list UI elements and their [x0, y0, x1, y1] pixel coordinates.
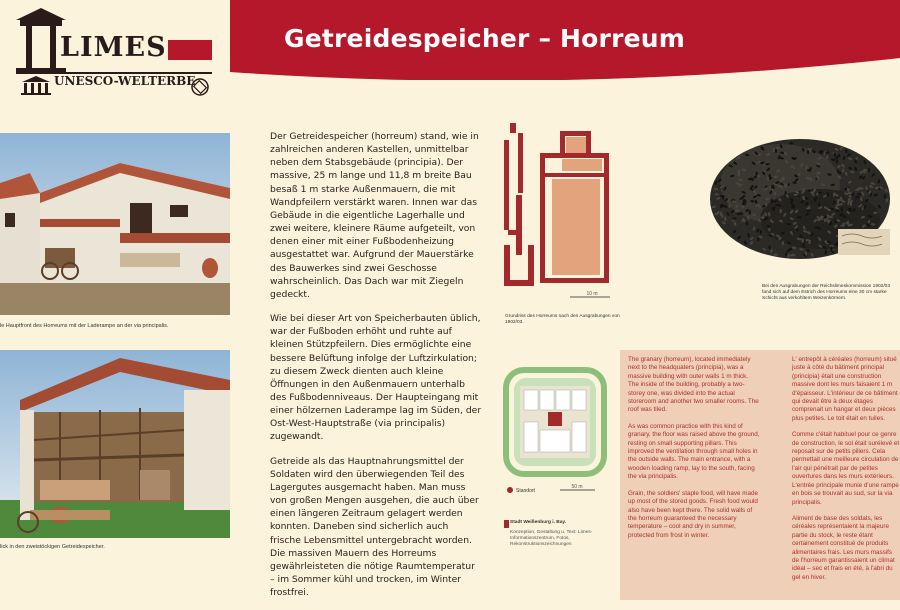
unesco-temple-icon: [21, 76, 51, 95]
german-paragraph-3: Getreide als das Hauptnahrungsmittel der Soldaten wird den überwiegenden Teil des Lagergutes ausgemacht haben. Man muss von großen Mengen ausgehen, die auch über einen längeren Zeitraum gelagert werden konnten. Daneben sind sicherlich auch frische Lebensmittel untergebracht worden. Die massiven Mauern des Horreums gewährleisteten die nötige Raumtemperatur – im Sommer kühl und trocken, im Winter frostfrei.: [270, 455, 479, 599]
reconstruction-photo-front: [0, 133, 230, 315]
fort-legend: Standort: [516, 488, 535, 494]
logo-unesco: UNESCO-WELTERBE: [54, 74, 196, 88]
french-paragraph-2: Comme c'était habituel pour ce genre de construction, le sol était surélevé et reposait sur de petits piliers. Cela permettait une meilleure circulation de l'air qui pénétrait par de petites ouvertures dans les murs extérieurs. L'entrée principale munie d'une rampe en bois se trouvait au sud, sur la via principalis.: [792, 431, 900, 506]
plan-caption: Grundriss des Horreums nach den Ausgrabungen von 1902/03.: [505, 314, 620, 325]
french-paragraph-1: L' entrepôt à céréales (horreum) situé juste à côté du bâtiment principal (principia) était une construction massive dont les murs faisaient 1 m d'épaisseur. L'intérieur de ce bâtiment qui devait être à deux étages comprenait un hangar et deux pièces plus petites. Le toit était en tuiles.: [792, 356, 898, 422]
english-paragraph-2: As was common practice with this kind of granary, the floor was raised above the ground, resting on small supporting pillars. This improved the ventilation through small holes in the outside walls. The main entrance, with a wooden loading ramp, lay to the south, facing the via principalis.: [628, 422, 760, 481]
english-paragraph-1: The granary (horreum), located immediately next to the headquaters (principia), was a massive building with outer walls 1 m thick. The inside of the building, probably a two-storey one, was divided into the actual storeroom and another two smaller rooms. The roof was tiled.: [628, 356, 759, 414]
floor-plan: [500, 115, 630, 305]
french-text: [792, 356, 900, 590]
grain-caption: Bei den Ausgrabungen der Reichslimeskommission 1902/03 fand sich auf dem Estrich des Horreums eine 30 cm starke Schicht aus verkohltem Weizenkörnern.: [762, 284, 890, 301]
fort-scale: 50 m: [571, 484, 583, 490]
english-paragraph-3: Grain, the soldiers' staple food, will have made up most of the stored goods. Fresh food would also have been kept there. The solid walls of the horreum guaranteed the necessary temperature – cool and dry in summer, protected from frost in winter.: [628, 489, 759, 539]
plan-scale: 10 m: [586, 291, 598, 297]
page-title: Getreidespeicher – Horreum: [284, 24, 686, 53]
logo-limes: LIMES: [60, 32, 167, 63]
english-text: [628, 356, 760, 548]
top-photo-caption: le Hauptfront des Horreums mit der Laderampe an der via principalis.: [0, 323, 169, 329]
city-crest-icon: [504, 520, 509, 528]
french-paragraph-3: Aliment de base des soldats, les céréales représentaient la majeure partie du stock, le reste étant certainement constitué de produits alimentaires frais. Les murs massifs de l'horreum garantissaient un climat idéal – sec et frais en été, à l'abri du gel en hiver.: [792, 514, 895, 581]
german-paragraph-1: Der Getreidespeicher (horreum) stand, wie in zahlreichen anderen Kastellen, unmittelbar neben dem Stabsgebäude (principia). Der massive, 25 m lange und 11,8 m breite Bau besaß 1 m starke Außenmauern, die mit Wandpfeilern verstärkt waren. Innen war das Gebäude in die eigentliche Lagerhalle und zwei weitere, kleinere Räume aufgeteilt, von denen einer mit einer Fußbodenheizung ausgestattet war. Aufgrund der Mauerstärke des Bauwerkes sind zwei Geschosse wahrscheinlich. Das Dach war mit Ziegeln gedeckt.: [270, 131, 479, 300]
sponsor-name: Stadt Weißenburg i. Bay.: [510, 520, 567, 525]
charred-grain-photo: [670, 124, 898, 284]
german-paragraph-2: Wie bei dieser Art von Speicherbauten üblich, war der Fußboden erhöht und ruhte auf kleinen Stützpfeilern. Dies ermöglichte eine bessere Belüftung infolge der Luftzirkulation; zu diesem Zweck dienten auch kleine Öffnungen in den Außenmauern unterhalb des Fußbodenniveaus. Der Haupteingang mit einer hölzernen Laderampe lag im Süden, der Ost-West-Hauptstraße (via principalis) zugewandt.: [270, 313, 482, 443]
fort-map: [500, 360, 610, 500]
grain-kernel: [760, 216, 764, 218]
credits: Konzeption, Gestaltung u. Text: Limes-Informationszentrum, Fotos, Rekonstruktionszeichnungen: [510, 530, 593, 547]
german-text: [270, 130, 482, 610]
reconstruction-photo-interior: [0, 350, 230, 538]
bottom-photo-caption: lick in den zweistöckigen Getreidespeicher.: [0, 544, 105, 550]
